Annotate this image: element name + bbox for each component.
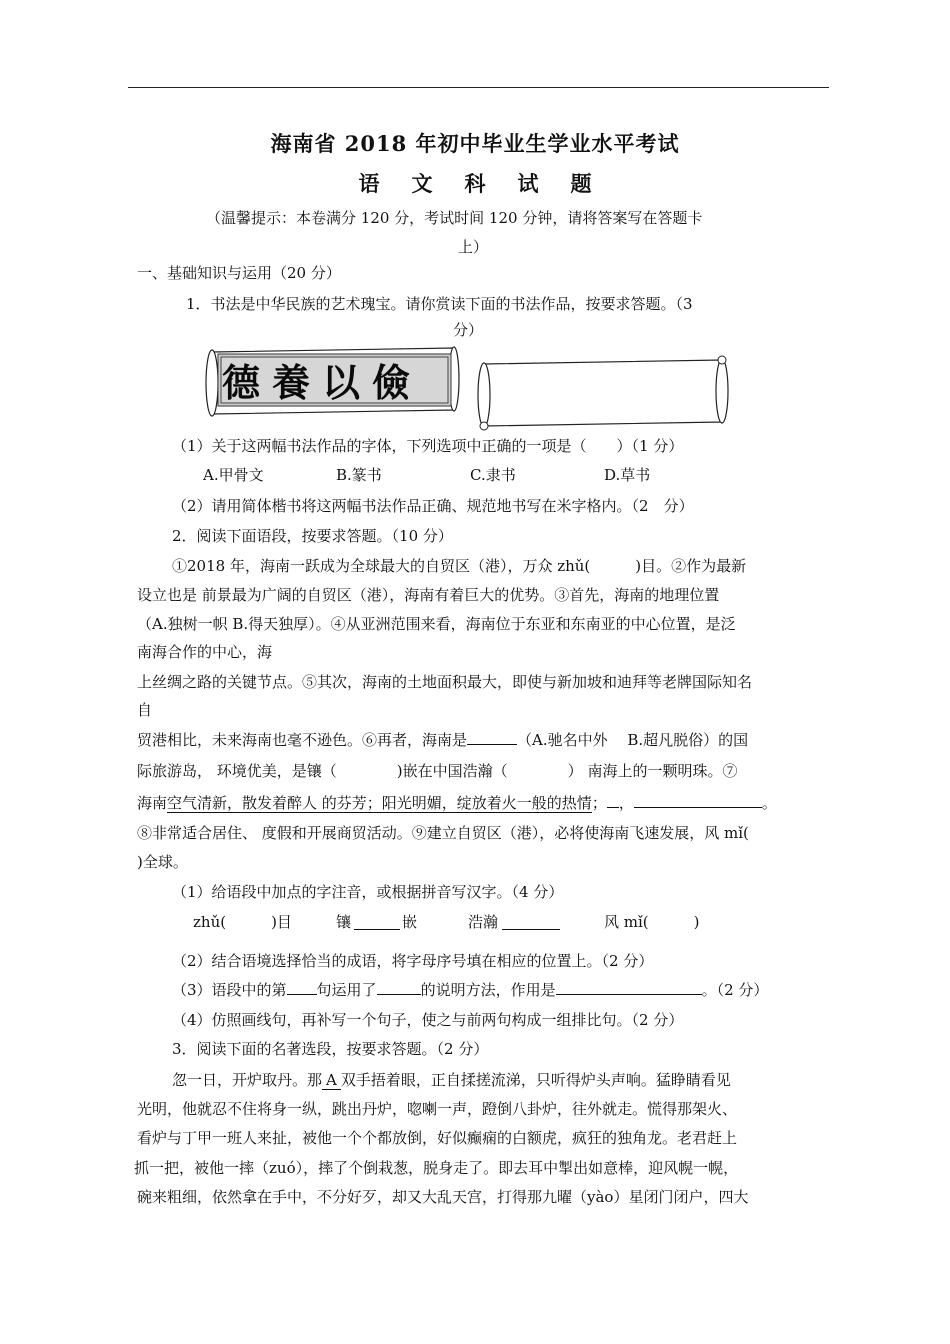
passage-text: ； (591, 794, 607, 812)
q2-passage-line: 南海合作的中心，海 (137, 643, 273, 661)
exam-subtitle (0, 168, 950, 198)
q2-passage-line: 设立也是 前景最为广阔的自贸区（港），海南有着巨大的优势。③首先，海南的地理位置 (137, 586, 720, 604)
passage-text: 双手捂着眼，正自揉搓流涕，只听得炉头声响。猛睁睛看见 (340, 1071, 731, 1089)
q1-option-c: C.隶书 (470, 466, 516, 484)
blank-a-marker: A (322, 1071, 341, 1090)
subtitle-char: 语 (358, 171, 380, 196)
q1-option-b: B.篆书 (336, 466, 382, 484)
fill-fengmi: 风 mǐ( ) (604, 913, 700, 931)
q3-passage-line: 看炉与丁甲一班人来扯，被他一个个都放倒，好似癫痫的白额虎，疯狂的独角龙。老君赶上 (137, 1129, 738, 1147)
exam-tip-line1: （温馨提示：本卷满分 120 分，考试时间 120 分钟，请将答案写在答题卡 (206, 209, 703, 227)
q1-stem-line2: 分） (453, 321, 484, 339)
passage-text: 忽一日，开炉取丹。那 (172, 1071, 323, 1089)
calligraphy-artwork: 德養以儉 (222, 360, 423, 405)
question-text: （3）语段中的第 (172, 981, 287, 999)
q2-passage-line: )全球。 (137, 853, 188, 871)
passage-text: （ )嵌在中国浩 (321, 762, 478, 780)
q1-sub2: （2）请用简体楷书将这两幅书法作品正确、规范地书写在米字格内。（2 分） (172, 497, 694, 515)
q2-passage-line (137, 792, 777, 814)
fill-zhu: zhǔ( )目 (193, 913, 292, 931)
q1-option-a: A.甲骨文 (203, 466, 264, 484)
answer-blank[interactable] (287, 980, 317, 995)
subtitle-char: 题 (570, 171, 592, 196)
answer-blank[interactable] (634, 793, 762, 808)
subtitle-char: 科 (464, 171, 486, 196)
q1-option-d: D.草书 (604, 466, 651, 484)
subtitle-char: 试 (517, 171, 539, 196)
passage-text: 。 (761, 794, 777, 812)
exam-tip-line2: 上） (458, 238, 489, 256)
q2-passage-line (137, 729, 748, 751)
q2-passage-line: ①2018 年，海南一跃成为全球最大的自贸区（港），万众 zhǔ( )目。②作为最新 (172, 557, 747, 575)
q3-passage-line: 光明，他就忍不住将身一纵，跳出丹炉，唿喇一声，蹬倒八卦炉，往外就走。慌得那架火、 (137, 1100, 738, 1118)
question-text: 。（2 分） (701, 981, 769, 999)
section-heading: 一、基础知识与运用（20 分） (137, 264, 341, 282)
fill-qian: 嵌 (402, 913, 418, 931)
q1-stem-line1: 1．书法是中华民族的艺术瑰宝。请你赏读下面的书法作品，按要求答题。（3 (186, 295, 693, 313)
passage-text: （A.驰名中外 B.超凡脱俗）的国 (517, 731, 749, 749)
passage-text: ， (618, 794, 634, 812)
passage-text: 际旅游岛， 环境优美，是 (137, 762, 307, 780)
subtitle-char: 文 (411, 171, 433, 196)
q2-sub2: （2）结合语境选择恰当的成语，将字母序号填在相应的位置上。（2 分） (172, 952, 654, 970)
q2-sub1: （1）给语段中加点的字注音，或根据拼音写汉字。（4 分） (172, 883, 564, 901)
answer-blank[interactable] (607, 793, 619, 808)
q2-passage-line: 自 (137, 701, 153, 719)
q3-passage-line: 抓一把，被他一摔（zuó），摔了个倒栽葱，脱身走了。即去耳中掣出如意棒，迎风幌一幌， (134, 1159, 739, 1177)
q3-passage-line (172, 1069, 731, 1091)
top-rule (128, 87, 829, 88)
q3-passage-line: 碗来粗细，依然拿在手中，不分好歹，却又大乱天宫，打得那九曜（yào）星闭门闭户，四大 (137, 1188, 749, 1206)
q1-sub1: （1）关于这两幅书法作品的字体，下列选项中正确的一项是（ ）（1 分） (172, 437, 684, 455)
answer-blank[interactable] (502, 929, 560, 930)
underlined-sentence-1: 空气清新，散发着醉人 (167, 794, 318, 812)
passage-text: 贸港相比，未来海南也毫不逊色。⑥再者，海南是 (137, 731, 468, 749)
answer-blank[interactable] (467, 730, 517, 745)
dotted-char-han: 瀚 (477, 762, 493, 780)
fill-haohan: 浩瀚 (468, 913, 499, 931)
underlined-sentence-2: 的芬芳；阳光明媚，绽放着火一般的热情 (317, 794, 592, 812)
fill-xiang: 镶 (336, 913, 352, 931)
answer-blank[interactable] (377, 980, 421, 995)
calligraphy-scroll-right (472, 350, 734, 436)
q2-stem: 2．阅读下面语段，按要求答题。（10 分） (172, 527, 453, 545)
answer-blank[interactable] (556, 980, 702, 995)
q2-sub4: （4）仿照画线句，再补写一个句子，使之与前两句构成一组排比句。（2 分） (172, 1011, 684, 1029)
q2-passage-line: （A.独树一帜 B.得天独厚）。④从亚洲范围来看，海南位于东亚和东南亚的中心位置，是泛 (137, 615, 736, 633)
passage-text: （ ） 南海上的一颗明珠。⑦ (492, 762, 738, 780)
dotted-char-xiang: 镶 (306, 762, 322, 780)
q2-sub3 (172, 979, 768, 1001)
passage-text: 海南 (137, 794, 168, 812)
exam-title: 海南省 2018 年初中毕业生学业水平考试 (270, 131, 680, 156)
q2-passage-line: ⑧非常适合居住、 度假和开展商贸活动。⑨建立自贸区（港），必将使海南飞速发展，风 mǐ( (137, 824, 749, 842)
answer-blank[interactable] (354, 929, 400, 930)
q2-passage-line: 上丝绸之路的关键节点。⑤其次，海南的土地面积最大，即使与新加坡和迪拜等老牌国际知名 (137, 673, 753, 691)
question-text: 句运用了 (316, 981, 377, 999)
q3-stem: 3．阅读下面的名著选段，按要求答题。（2 分） (172, 1040, 489, 1058)
question-text: 的说明方法，作用是 (420, 981, 556, 999)
q2-passage-line (137, 760, 737, 782)
